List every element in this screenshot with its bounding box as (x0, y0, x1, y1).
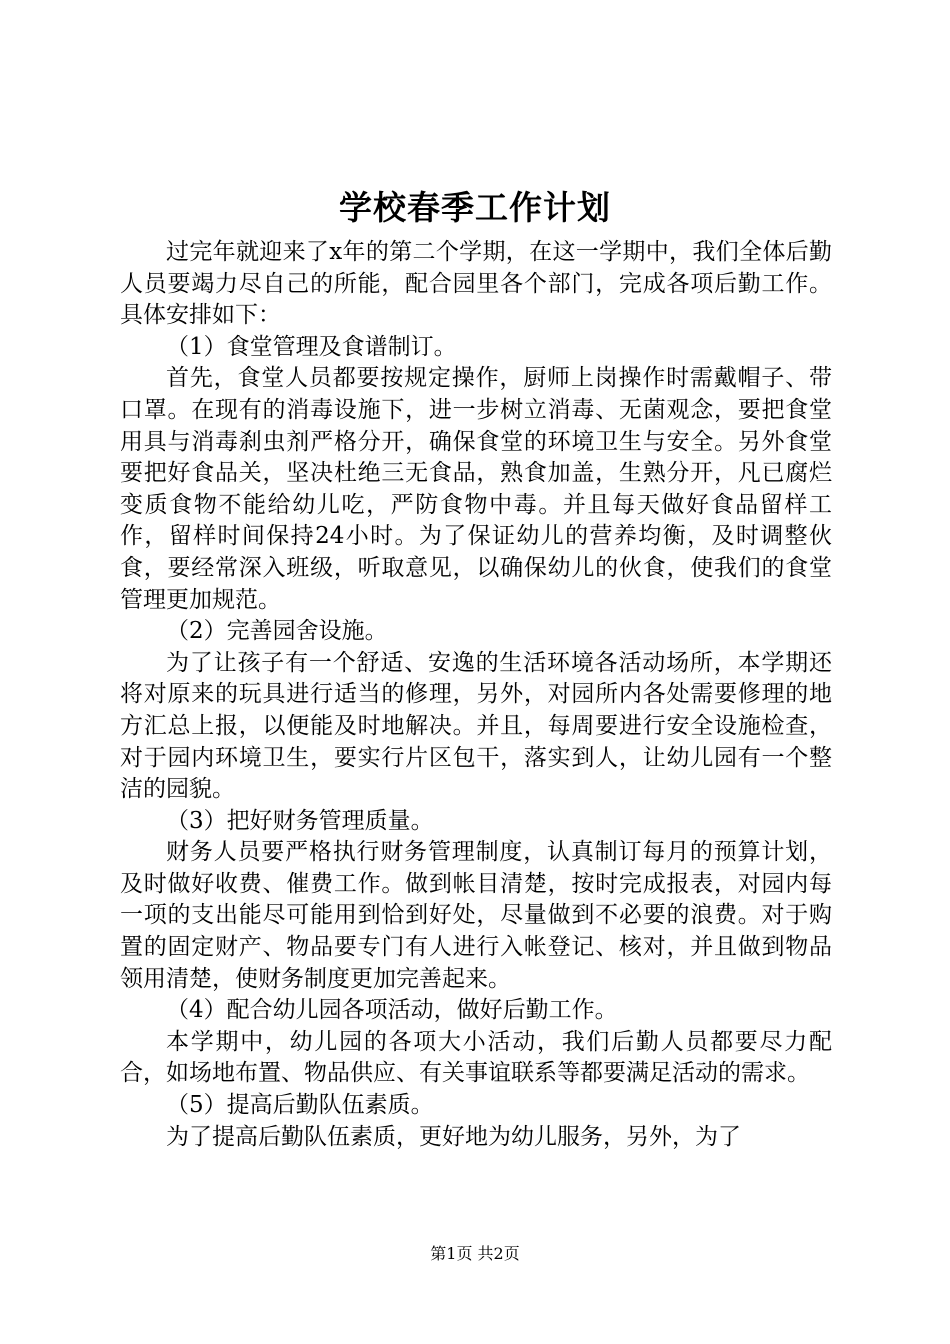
paragraph-intro: 过完年就迎来了x年的第二个学期，在这一学期中，我们全体后勤人员要竭力尽自己的所能，配合园里各个部门，完成各项后勤工作。具体安排如下： (120, 239, 832, 329)
section-heading-1: （1）食堂管理及食谱制订。 (166, 333, 457, 360)
paragraph-team-quality: 为了提高后勤队伍素质，更好地为幼儿服务，另外，为了 (166, 1123, 741, 1150)
document-body (120, 237, 832, 1153)
paragraph-activities: 本学期中，幼儿园的各项大小活动，我们后勤人员都要尽力配合，如场地布置、物品供应、有关事谊联系等都要满足活动的需求。 (120, 1028, 832, 1087)
page-number-footer: 第1页 共2页 (430, 1244, 520, 1263)
paragraph-finance: 财务人员要严格执行财务管理制度，认真制订每月的预算计划，及时做好收费、催费工作。做到帐目清楚，按时完成报表，对园内每一项的支出能尽可能用到恰到好处，尽量做到不必要的浪费。对于购置的固定财产、物品要专门有人进行入帐登记、核对，并且做到物品领用清楚，使财务制度更加完善起来。 (120, 839, 832, 992)
section-heading-5: （5）提高后勤队伍素质。 (166, 1092, 434, 1119)
document-title: 学校春季工作计划 (339, 188, 611, 227)
paragraph-facilities: 为了让孩子有一个舒适、安逸的生活环境各活动场所，本学期还将对原来的玩具进行适当的修理，另外，对园所内各处需要修理的地方汇总上报，以便能及时地解决。并且，每周要进行安全设施检查，对于园内环境卫生，要实行片区包干，落实到人，让幼儿园有一个整洁的园貌。 (120, 649, 832, 803)
section-heading-3: （3）把好财务管理质量。 (166, 807, 434, 834)
paragraph-canteen: 首先，食堂人员都要按规定操作，厨师上岗操作时需戴帽子、带口罩。在现有的消毒设施下，进一步树立消毒、无菌观念，要把食堂用具与消毒刹虫剂严格分开，确保食堂的环境卫生与安全。另外食堂要把好食品关，坚决杜绝三无食品，熟食加盖，生熟分开，凡已腐烂变质食物不能给幼儿吃，严防食物中毒。并且每天做好食品留样工作，留样时间保持24小时。为了保证幼儿的营养均衡，及时调整伙食，要经常深入班级，听取意见，以确保幼儿的伙食，使我们的食堂管理更加规范。 (120, 365, 832, 613)
section-heading-4: （4）配合幼儿园各项活动，做好后勤工作。 (166, 997, 618, 1024)
section-heading-2: （2）完善园舍设施。 (166, 618, 388, 645)
